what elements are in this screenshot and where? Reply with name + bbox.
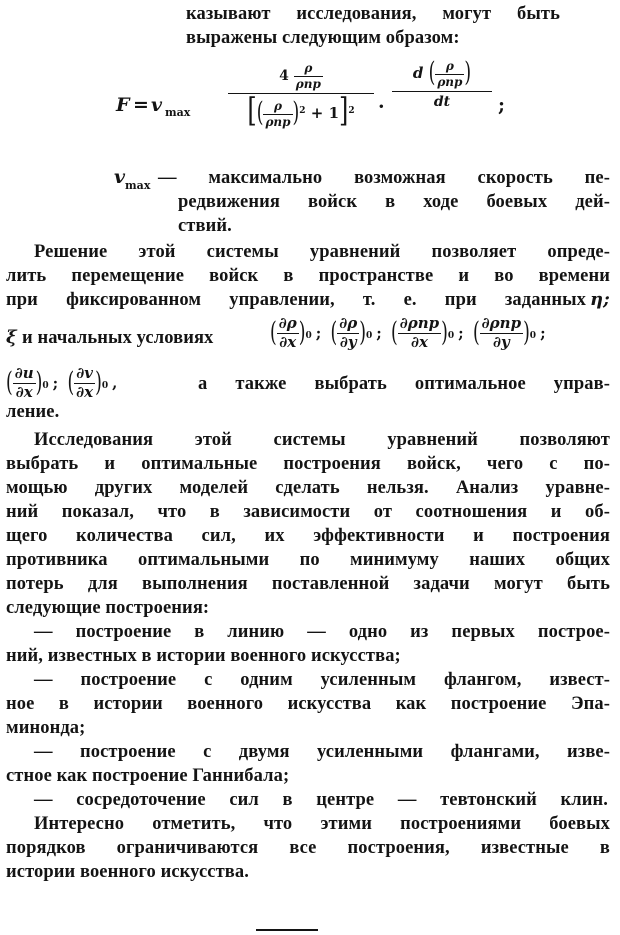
condition: ( $\frac{\text{∂ρnp}}{\partial y}$ ) 0 bbox=[472, 314, 537, 351]
section-divider bbox=[256, 929, 318, 931]
list-item-continuation: ное в истории военного искусства как построение Эпа- bbox=[6, 694, 610, 714]
text-line: лить перемещение войск в пространстве и во времени bbox=[6, 266, 610, 286]
formula-numerator: 4 $\frac{\rho}{\text{ρnp}}$ bbox=[279, 61, 321, 91]
text-line: и начальных условиях bbox=[22, 328, 214, 348]
condition: ( $\frac{\partial\rho}{\partial y}$ ) 0 bbox=[330, 314, 373, 351]
formula-dot: · bbox=[378, 96, 385, 118]
text-line: — максимально возможная скорость пе- bbox=[158, 168, 610, 188]
text-line: Интересно отметить, что этими построениями боевых bbox=[34, 814, 610, 834]
formula-lhs: F bbox=[116, 94, 130, 116]
list-item-continuation: стное как построение Ганнибала; bbox=[6, 766, 290, 786]
text-line: казывают исследования, могут быть bbox=[186, 4, 560, 24]
formula bbox=[116, 57, 516, 154]
formula-v-sub: max bbox=[165, 106, 191, 119]
text-line: истории военного искусства. bbox=[6, 862, 249, 882]
formula-semicolon: ; bbox=[498, 94, 506, 116]
text-line: ствий. bbox=[178, 216, 232, 236]
list-item: — построение с двумя усиленными флангами, изве- bbox=[34, 742, 610, 762]
formula-eq: = bbox=[133, 94, 149, 116]
list-item-continuation: минонда; bbox=[6, 718, 86, 738]
text-line: а также выбрать оптимальное управ- bbox=[198, 374, 610, 394]
initial-conditions-row-2: ( $\frac{\partial u}{\partial x}$ ) 0 ; ( $\frac{\partial v}{\partial x}$ ) 0 , bbox=[6, 364, 118, 401]
condition: ( $\frac{\partial u}{\partial x}$ ) 0 bbox=[6, 364, 49, 401]
text-line: ление. bbox=[6, 402, 60, 422]
condition: ( $\frac{\partial v}{\partial x}$ ) 0 bbox=[67, 364, 109, 401]
text-line: выбрать и оптимальные построения войск, чего с по- bbox=[6, 454, 610, 474]
text-line: щего количества сил, их эффективности и построения bbox=[6, 526, 610, 546]
formula-derivative: d ( $\frac{\rho}{\text{ρnp}}$ ) dt bbox=[392, 60, 492, 110]
initial-conditions-row-1: ( $\frac{\partial\rho}{\partial x}$ ) 0 ; ( $\frac{\partial\rho}{\partial y}$ ) 0 ; ( $\frac{\text{∂ρnp}}{\partial x}$ ) 0 ; ( $\frac{\text{∂ρnp}}{\partial y}$ ) 0 ; bbox=[270, 314, 546, 351]
text-line: редвижения войск в ходе боевых дей- bbox=[178, 192, 610, 212]
formula-main-fraction bbox=[228, 62, 374, 128]
text-line: выражены следующим образом: bbox=[186, 28, 460, 48]
xi-symbol: ξ bbox=[6, 327, 17, 348]
condition: ( $\frac{\partial\rho}{\partial x}$ ) 0 bbox=[270, 314, 312, 351]
condition: ( $\frac{\text{∂ρnp}}{\partial x}$ ) 0 bbox=[391, 314, 455, 351]
list-item: — построение с одним усиленным флангом, извест- bbox=[34, 670, 610, 690]
text-line: противника оптимальными по минимуму наших общих bbox=[6, 550, 610, 570]
list-item: — построение в линию — одно из первых построе- bbox=[34, 622, 610, 642]
text-line: ний показал, что в зависимости от соотношения и об- bbox=[6, 502, 610, 522]
formula-denominator: [( $\frac{\rho}{\text{ρnp}}$ )$^2$ + 1]$^2$ bbox=[247, 91, 355, 130]
eta-symbol: η; bbox=[590, 289, 610, 310]
text-line: при фиксированном управлении, т. е. при заданных bbox=[6, 290, 586, 310]
vmax-symbol: $v_{max}$ bbox=[114, 166, 151, 192]
text-line: Решение этой системы уравнений позволяет опреде- bbox=[34, 242, 610, 262]
formula-v: v bbox=[151, 94, 163, 116]
text-line: мощью других моделей сделать нельзя. Анализ уравне- bbox=[6, 478, 610, 498]
list-item-continuation: ний, известных в истории военного искусства; bbox=[6, 646, 401, 666]
text-line: Исследования этой системы уравнений позволяют bbox=[34, 430, 610, 450]
text-line: потерь для выполнения поставленной задачи могут быть bbox=[6, 574, 610, 594]
text-line: следующие построения: bbox=[6, 598, 210, 618]
list-item: — сосредоточение сил в центре — тевтонский клин. bbox=[34, 790, 608, 810]
text-line: порядков ограничиваются все построения, известные в bbox=[6, 838, 610, 858]
